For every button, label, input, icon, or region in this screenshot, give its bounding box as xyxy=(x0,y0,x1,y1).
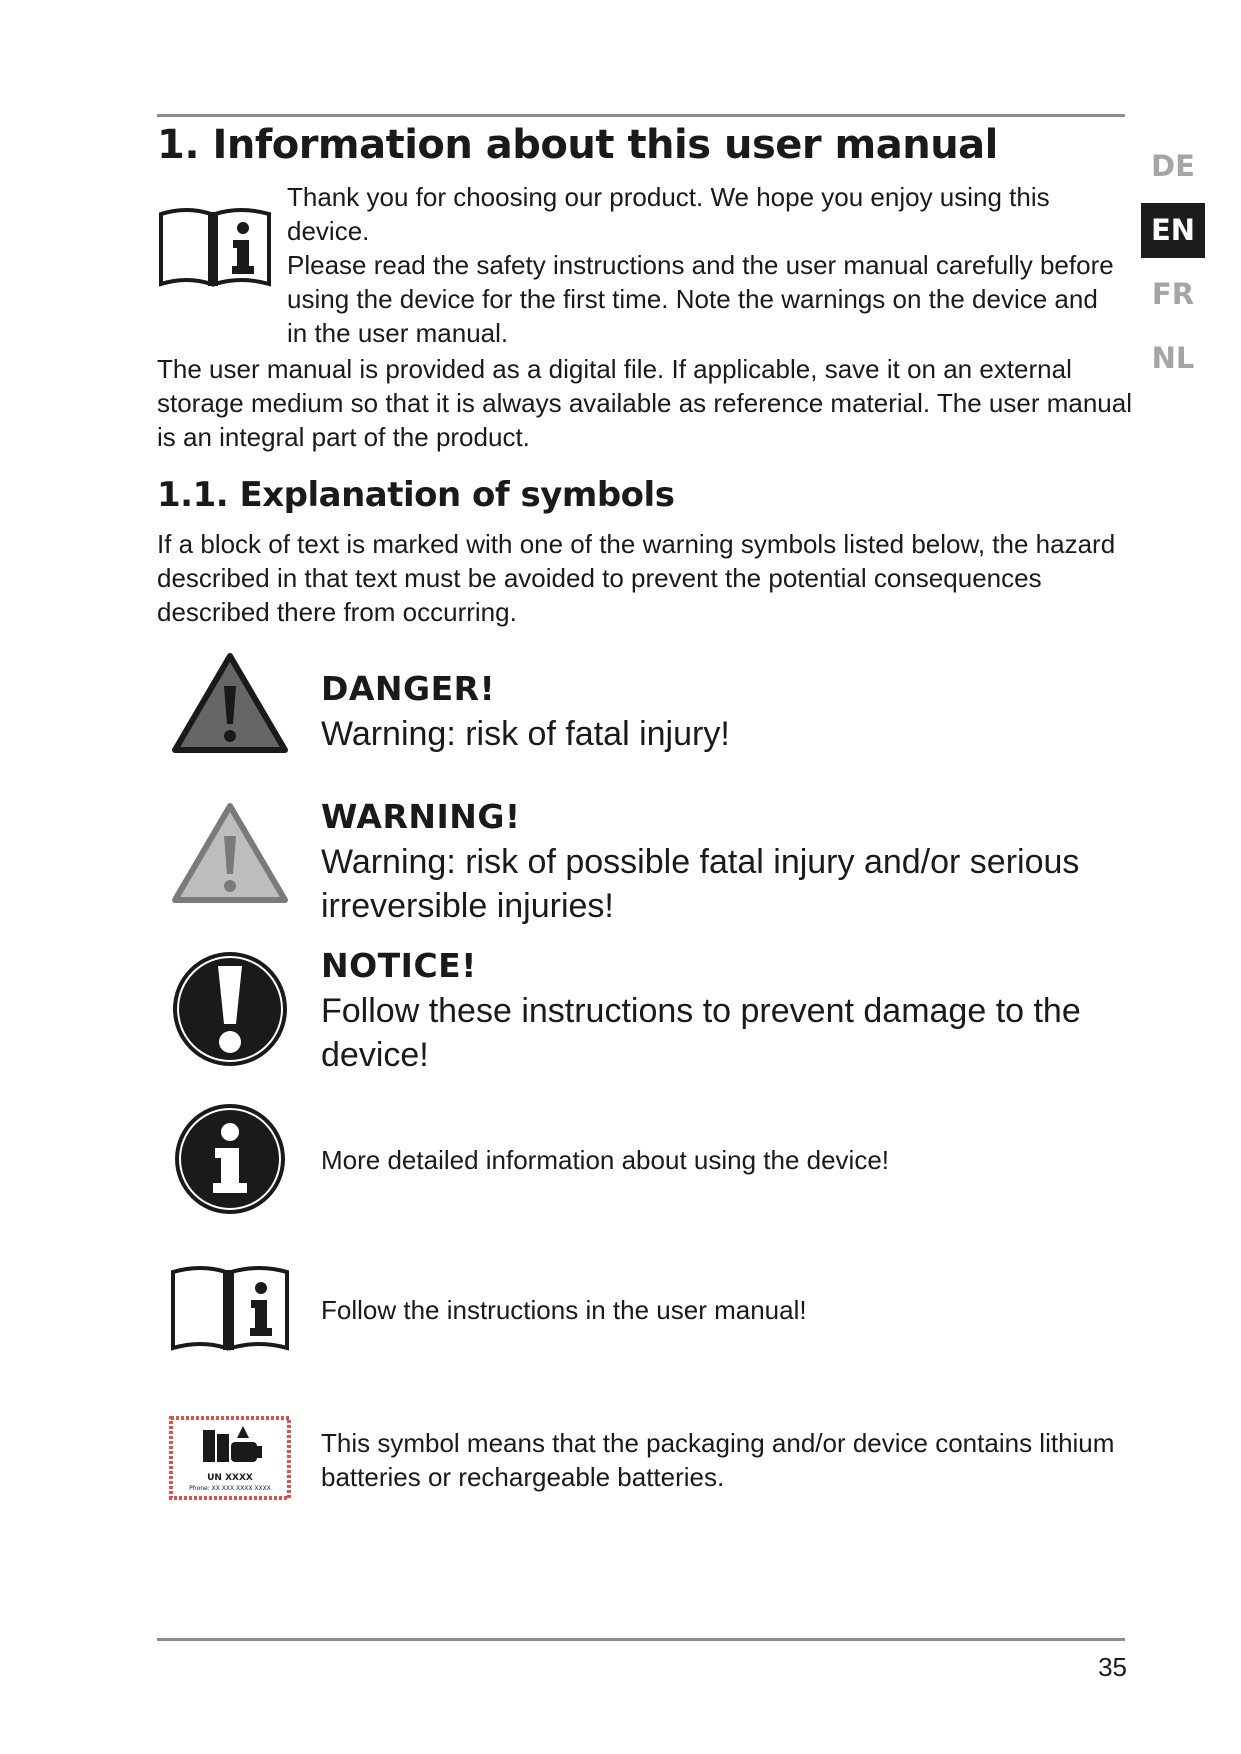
lang-tab-fr[interactable]: FR xyxy=(1151,277,1195,311)
battery-label-phone: Phone: XX XXX XXXX XXXX xyxy=(189,1485,271,1492)
section-title: 1. Information about this user manual xyxy=(157,122,998,168)
lithium-battery-label-icon xyxy=(169,1416,291,1500)
notice-text: Follow these instructions to prevent damage to the device! xyxy=(321,992,1081,1074)
page-number: 35 xyxy=(1098,1652,1127,1682)
warning-title: WARNING! xyxy=(321,797,521,836)
manual-book-icon xyxy=(157,204,273,290)
lang-tab-en[interactable]: EN xyxy=(1141,203,1205,258)
manual-book-icon xyxy=(169,1262,291,1354)
warning-text: Warning: risk of possible fatal injury and/or serious irreversible injuries! xyxy=(321,843,1080,925)
danger-text: Warning: risk of fatal injury! xyxy=(321,715,730,753)
intro-line-1: Thank you for choosing our product. We hope you enjoy using this device. xyxy=(287,182,1050,246)
notice-title: NOTICE! xyxy=(321,946,477,985)
intro-line-2: Please read the safety instructions and the user manual carefully before using the device for the first time. Note the warnings on the device and in the user manual. xyxy=(287,250,1114,348)
exclamation-circle-icon xyxy=(169,948,291,1070)
danger-triangle-icon xyxy=(169,650,291,756)
battery-text: This symbol means that the packaging and/or device contains lithium batteries or rechargeable batteries. xyxy=(321,1428,1115,1492)
lang-tab-nl[interactable]: NL xyxy=(1151,341,1195,375)
subsection-title: 1.1. Explanation of symbols xyxy=(157,475,675,515)
section-paragraph: The user manual is provided as a digital file. If applicable, save it on an external storage medium so that it is always available as reference material. The user manual is an integral part of the product. xyxy=(157,354,1132,452)
lang-tab-de[interactable]: DE xyxy=(1151,149,1195,183)
top-rule xyxy=(157,114,1125,117)
danger-title: DANGER! xyxy=(321,669,496,708)
battery-label-un: UN XXXX xyxy=(207,1473,253,1483)
intro-text xyxy=(287,180,1117,350)
info-circle-icon xyxy=(169,1101,291,1217)
info-text: More detailed information about using the device! xyxy=(321,1145,890,1175)
language-tabs xyxy=(1141,139,1205,395)
warning-triangle-icon xyxy=(169,800,291,906)
subsection-paragraph: If a block of text is marked with one of the warning symbols listed below, the hazard described in that text must be avoided to prevent the potential consequences described there from occurring. xyxy=(157,529,1116,627)
bottom-rule xyxy=(157,1638,1125,1641)
manual-text: Follow the instructions in the user manual! xyxy=(321,1295,807,1325)
